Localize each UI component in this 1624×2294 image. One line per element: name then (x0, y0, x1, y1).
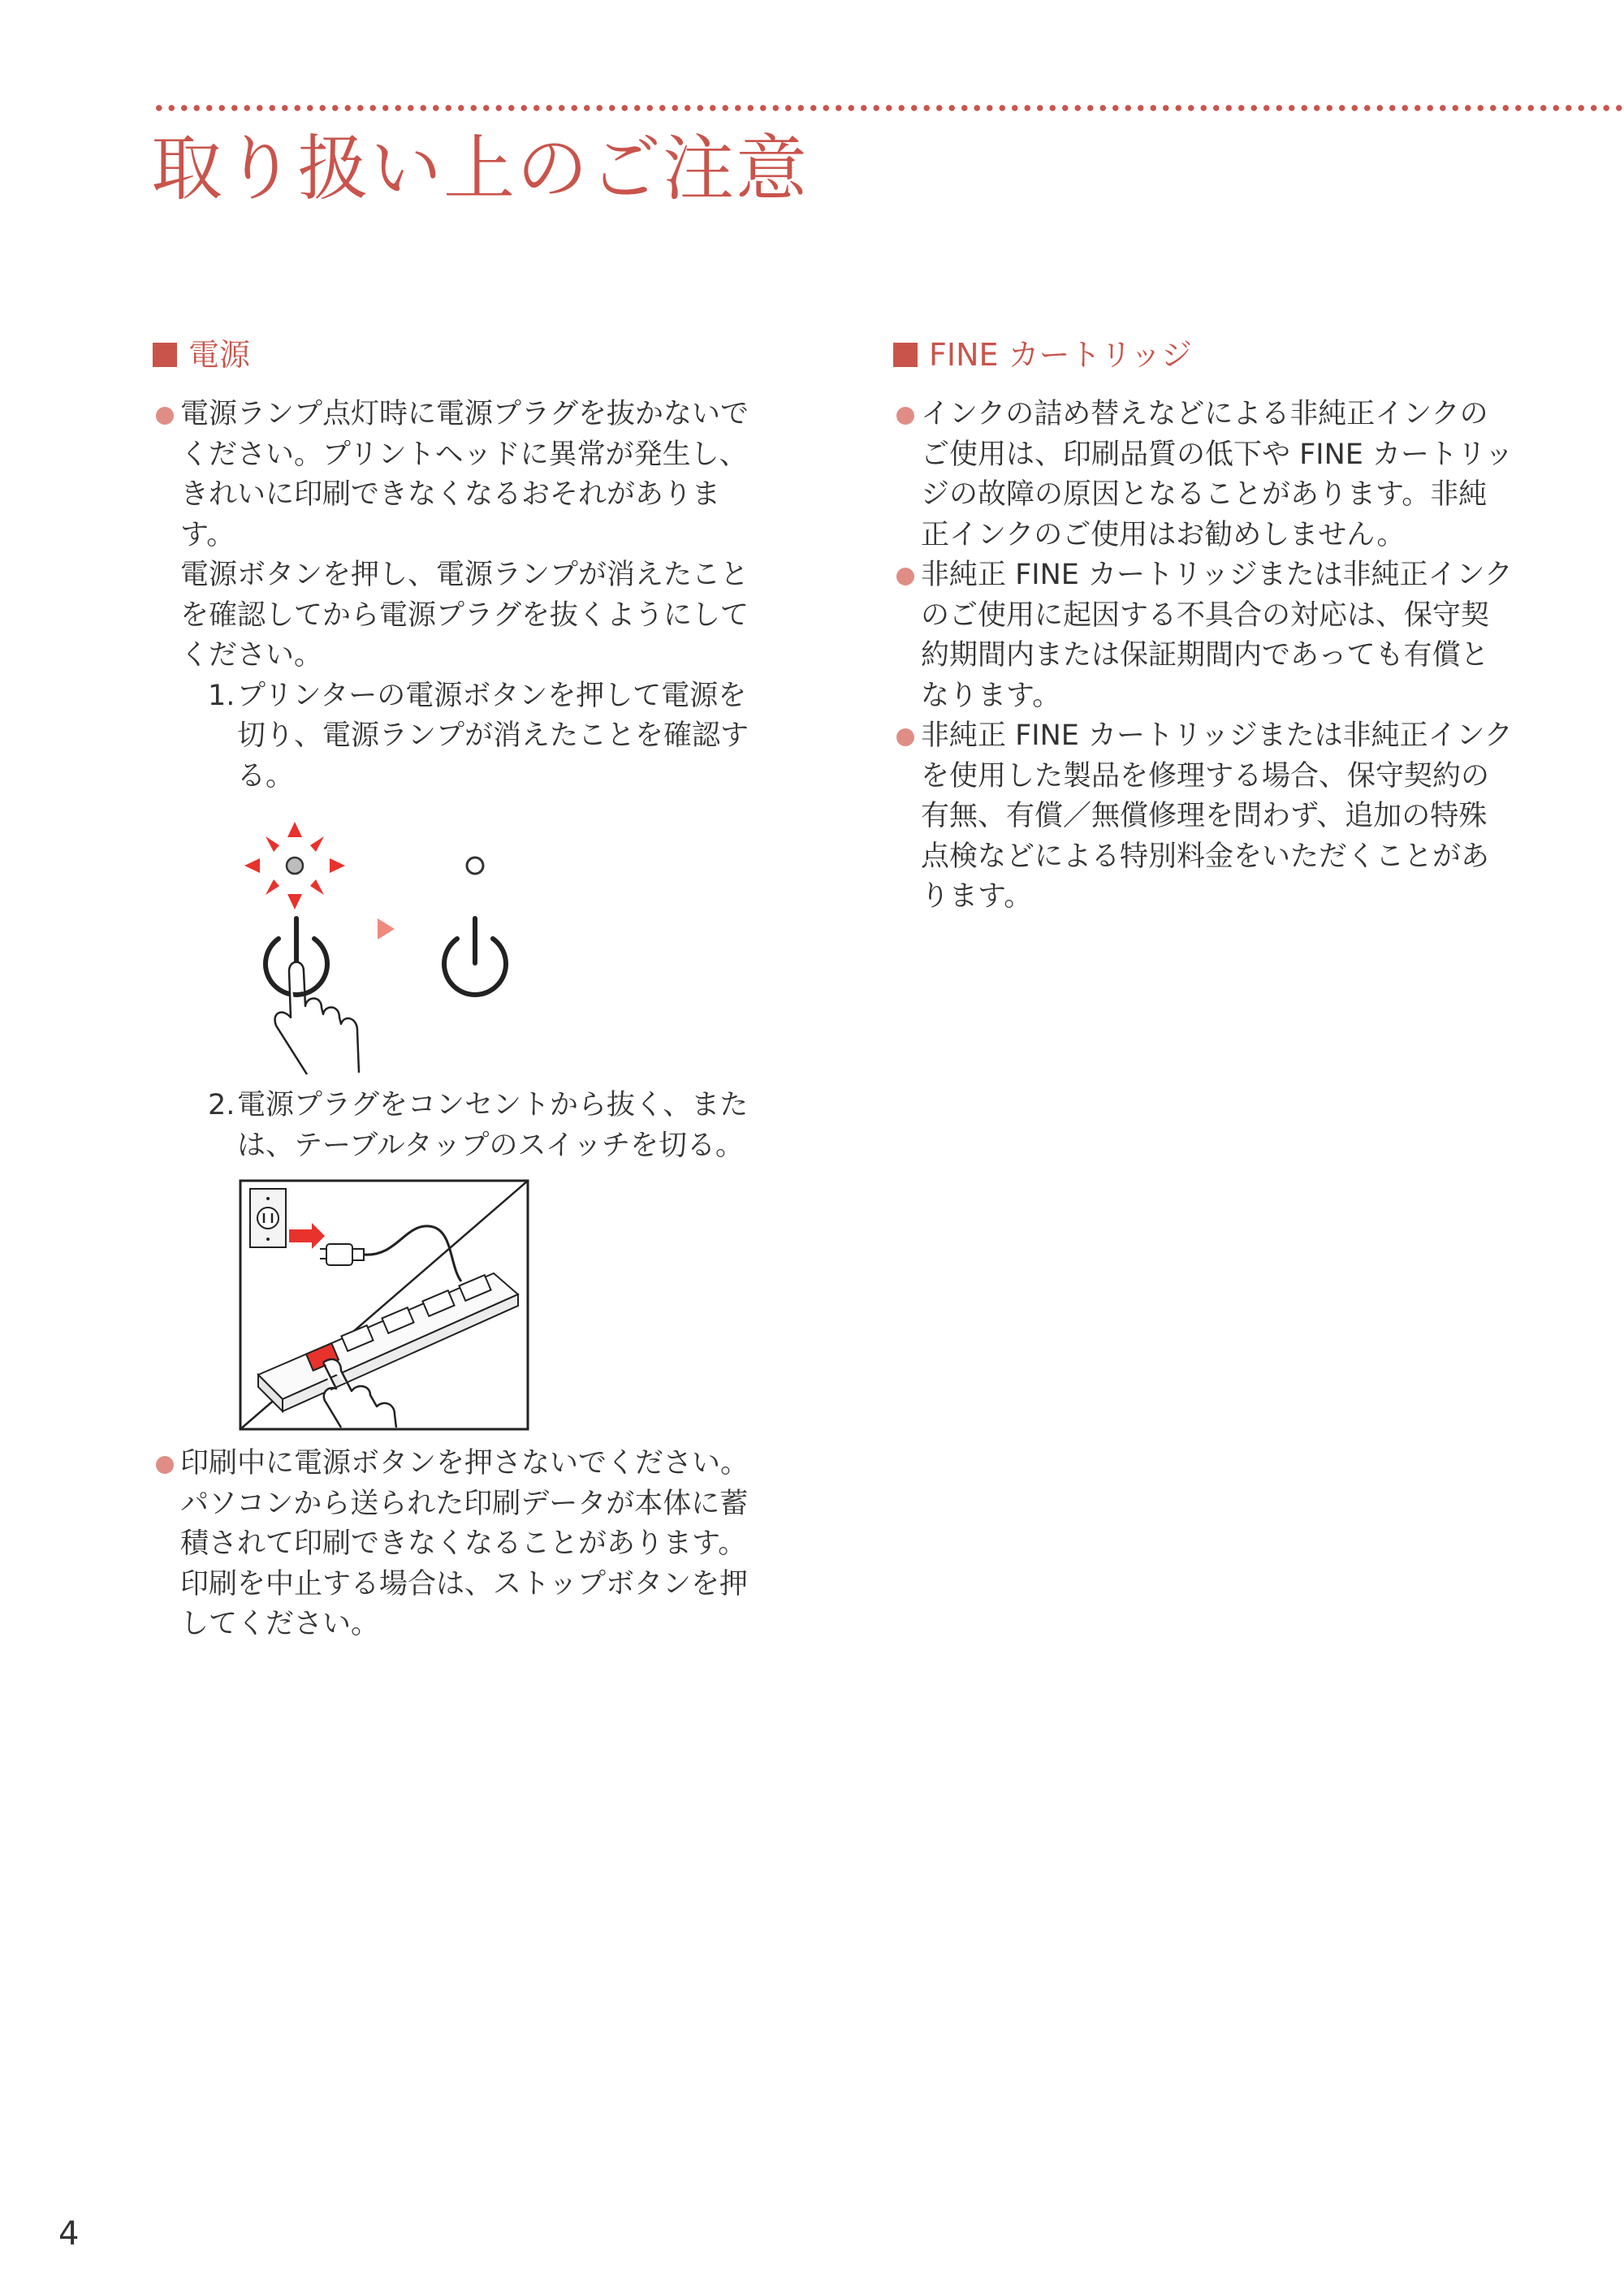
section-heading-label: FINE カートリッジ (929, 337, 1193, 373)
power-icon (444, 918, 506, 995)
bullet-text: 電源ランプ点灯時に電源プラグを抜かないで ください。プリントヘッドに異常が発生し、 きれいに印刷できなくなるおそれがあります。 電源ボタンを押し、電源ランプが消えたこと を確認してから電源プラグを抜くようにして ください。 (180, 398, 749, 672)
page-title: 取り扱い上のご注意 (151, 127, 810, 210)
square-marker-icon (893, 343, 918, 367)
list-item (893, 395, 1527, 555)
list-item (153, 395, 770, 676)
step-text: プリンターの電源ボタンを押して電源を 切り、電源ランプが消えたことを確認す る。 (237, 679, 749, 793)
section-heading-label: 電源 (188, 337, 251, 373)
section-fine-cartridge (893, 333, 1527, 918)
power-icon (266, 918, 327, 995)
bullet-text: 非純正 FINE カートリッジまたは非純正インク のご使用に起因する不具合の対応は、保守契 約期間内または保証期間内であっても有償と なります。 (921, 559, 1513, 712)
section-power (153, 333, 770, 1645)
bullet-text: インクの詰め替えなどによる非純正インクの ご使用は、印刷品質の低下や FINE カートリッ ジの故障の原因となることがあります。非純 正インクのご使用はお勧めしません。 (921, 398, 1514, 551)
list-item (153, 1444, 770, 1645)
step-text: 電源プラグをコンセントから抜く、また は、テーブルタップのスイッチを切る。 (237, 1089, 749, 1162)
lamp-on-icon (287, 858, 303, 874)
step-2 (180, 1086, 770, 1166)
bullet-text: 非純正 FINE カートリッジまたは非純正インク を使用した製品を修理する場合、保守契約の 有無、有償／無償修理を問わず、追加の特殊 点検などによる特別料金をいただくことがあ ります。 (921, 719, 1513, 913)
list-item (893, 716, 1527, 918)
pointing-hand-icon (275, 962, 359, 1074)
square-marker-icon (153, 343, 177, 367)
wall-outlet-icon (250, 1189, 286, 1247)
page-number: 4 (58, 2215, 80, 2253)
arrow-right-icon (378, 918, 395, 940)
step-number: 2. (208, 1089, 235, 1121)
lamp-off-icon (467, 858, 483, 874)
bullet-dot-icon (156, 407, 174, 425)
bullet-dot-icon (156, 1456, 174, 1474)
figure-unplug (153, 1176, 770, 1436)
bullet-dot-icon (896, 728, 914, 746)
title-dotted-rule (153, 105, 1624, 111)
section-heading-power (153, 333, 770, 377)
bullet-text: 印刷中に電源ボタンを押さないでください。 パソコンから送られた印刷データが本体に蓄 積されて印刷できなくなることがあります。 印刷を中止する場合は、ストップボタンを押 してください。 (180, 1447, 749, 1640)
list-item (893, 555, 1527, 716)
step-number: 1. (208, 679, 235, 712)
bullet-dot-icon (896, 568, 914, 585)
bullet-dot-icon (896, 407, 914, 425)
section-heading-fine-cartridge (893, 333, 1527, 377)
step-1 (180, 676, 770, 797)
figure-power-off (153, 805, 770, 1081)
